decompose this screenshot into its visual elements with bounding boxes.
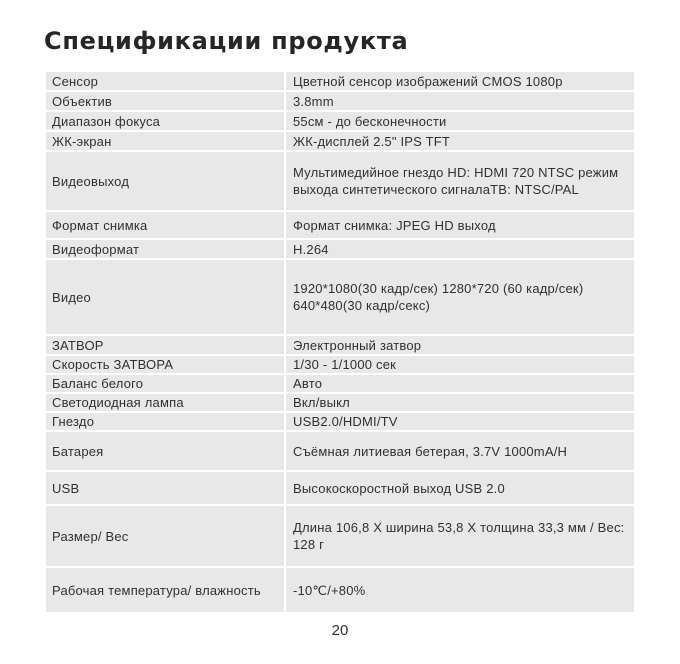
table-row <box>45 412 635 431</box>
table-row <box>45 91 635 111</box>
spec-label: Батарея <box>45 431 285 471</box>
table-row <box>45 374 635 393</box>
table-row <box>45 151 635 211</box>
table-row <box>45 259 635 335</box>
spec-label: Видеоформат <box>45 239 285 259</box>
table-row <box>45 567 635 613</box>
spec-value: Электронный затвор <box>285 335 635 355</box>
spec-label: Видео <box>45 259 285 335</box>
table-row <box>45 355 635 374</box>
table-row <box>45 431 635 471</box>
spec-label: Формат снимка <box>45 211 285 239</box>
spec-value: Формат снимка: JPEG HD выход <box>285 211 635 239</box>
spec-label: Видеовыход <box>45 151 285 211</box>
spec-value: Цветной сенсор изображений CMOS 1080p <box>285 71 635 91</box>
spec-value: Высокоскоростной выход USB 2.0 <box>285 471 635 505</box>
spec-label: Баланс белого <box>45 374 285 393</box>
table-row <box>45 239 635 259</box>
spec-value: Съёмная литиевая бетерая, 3.7V 1000mA/H <box>285 431 635 471</box>
spec-value: 1920*1080(30 кадр/сек) 1280*720 (60 кадр/сек) 640*480(30 кадр/секс) <box>285 259 635 335</box>
table-row <box>45 505 635 567</box>
spec-label: Светодиодная лампа <box>45 393 285 412</box>
spec-label: Размер/ Вес <box>45 505 285 567</box>
page-title: Спецификации продукта <box>44 27 409 55</box>
spec-table <box>44 70 636 614</box>
table-row <box>45 71 635 91</box>
table-row <box>45 393 635 412</box>
table-row <box>45 111 635 131</box>
spec-label: Диапазон фокуса <box>45 111 285 131</box>
spec-value: Авто <box>285 374 635 393</box>
spec-label: USB <box>45 471 285 505</box>
spec-value: USB2.0/HDMI/TV <box>285 412 635 431</box>
spec-label: Скорость ЗАТВОРА <box>45 355 285 374</box>
table-row <box>45 211 635 239</box>
spec-value: 3.8mm <box>285 91 635 111</box>
spec-label: Рабочая температура/ влажность <box>45 567 285 613</box>
spec-value: -10℃/+80% <box>285 567 635 613</box>
spec-value: 55см - до бесконечности <box>285 111 635 131</box>
spec-value: Вкл/выкл <box>285 393 635 412</box>
spec-value: ЖК-дисплей 2.5" IPS TFT <box>285 131 635 151</box>
table-row <box>45 335 635 355</box>
spec-label: Гнездо <box>45 412 285 431</box>
page-number: 20 <box>331 622 349 639</box>
spec-value: Мультимедийное гнездо HD: HDMI 720 NTSC режим выхода синтетического сигналаТВ: NTSC/PAL <box>285 151 635 211</box>
spec-label: ЖК-экран <box>45 131 285 151</box>
table-row <box>45 131 635 151</box>
spec-label: ЗАТВОР <box>45 335 285 355</box>
spec-value: 1/30 - 1/1000 сек <box>285 355 635 374</box>
table-row <box>45 471 635 505</box>
spec-label: Объектив <box>45 91 285 111</box>
spec-value: H.264 <box>285 239 635 259</box>
spec-label: Сенсор <box>45 71 285 91</box>
spec-value: Длина 106,8 Х ширина 53,8 Х толщина 33,3 мм / Вес: 128 г <box>285 505 635 567</box>
